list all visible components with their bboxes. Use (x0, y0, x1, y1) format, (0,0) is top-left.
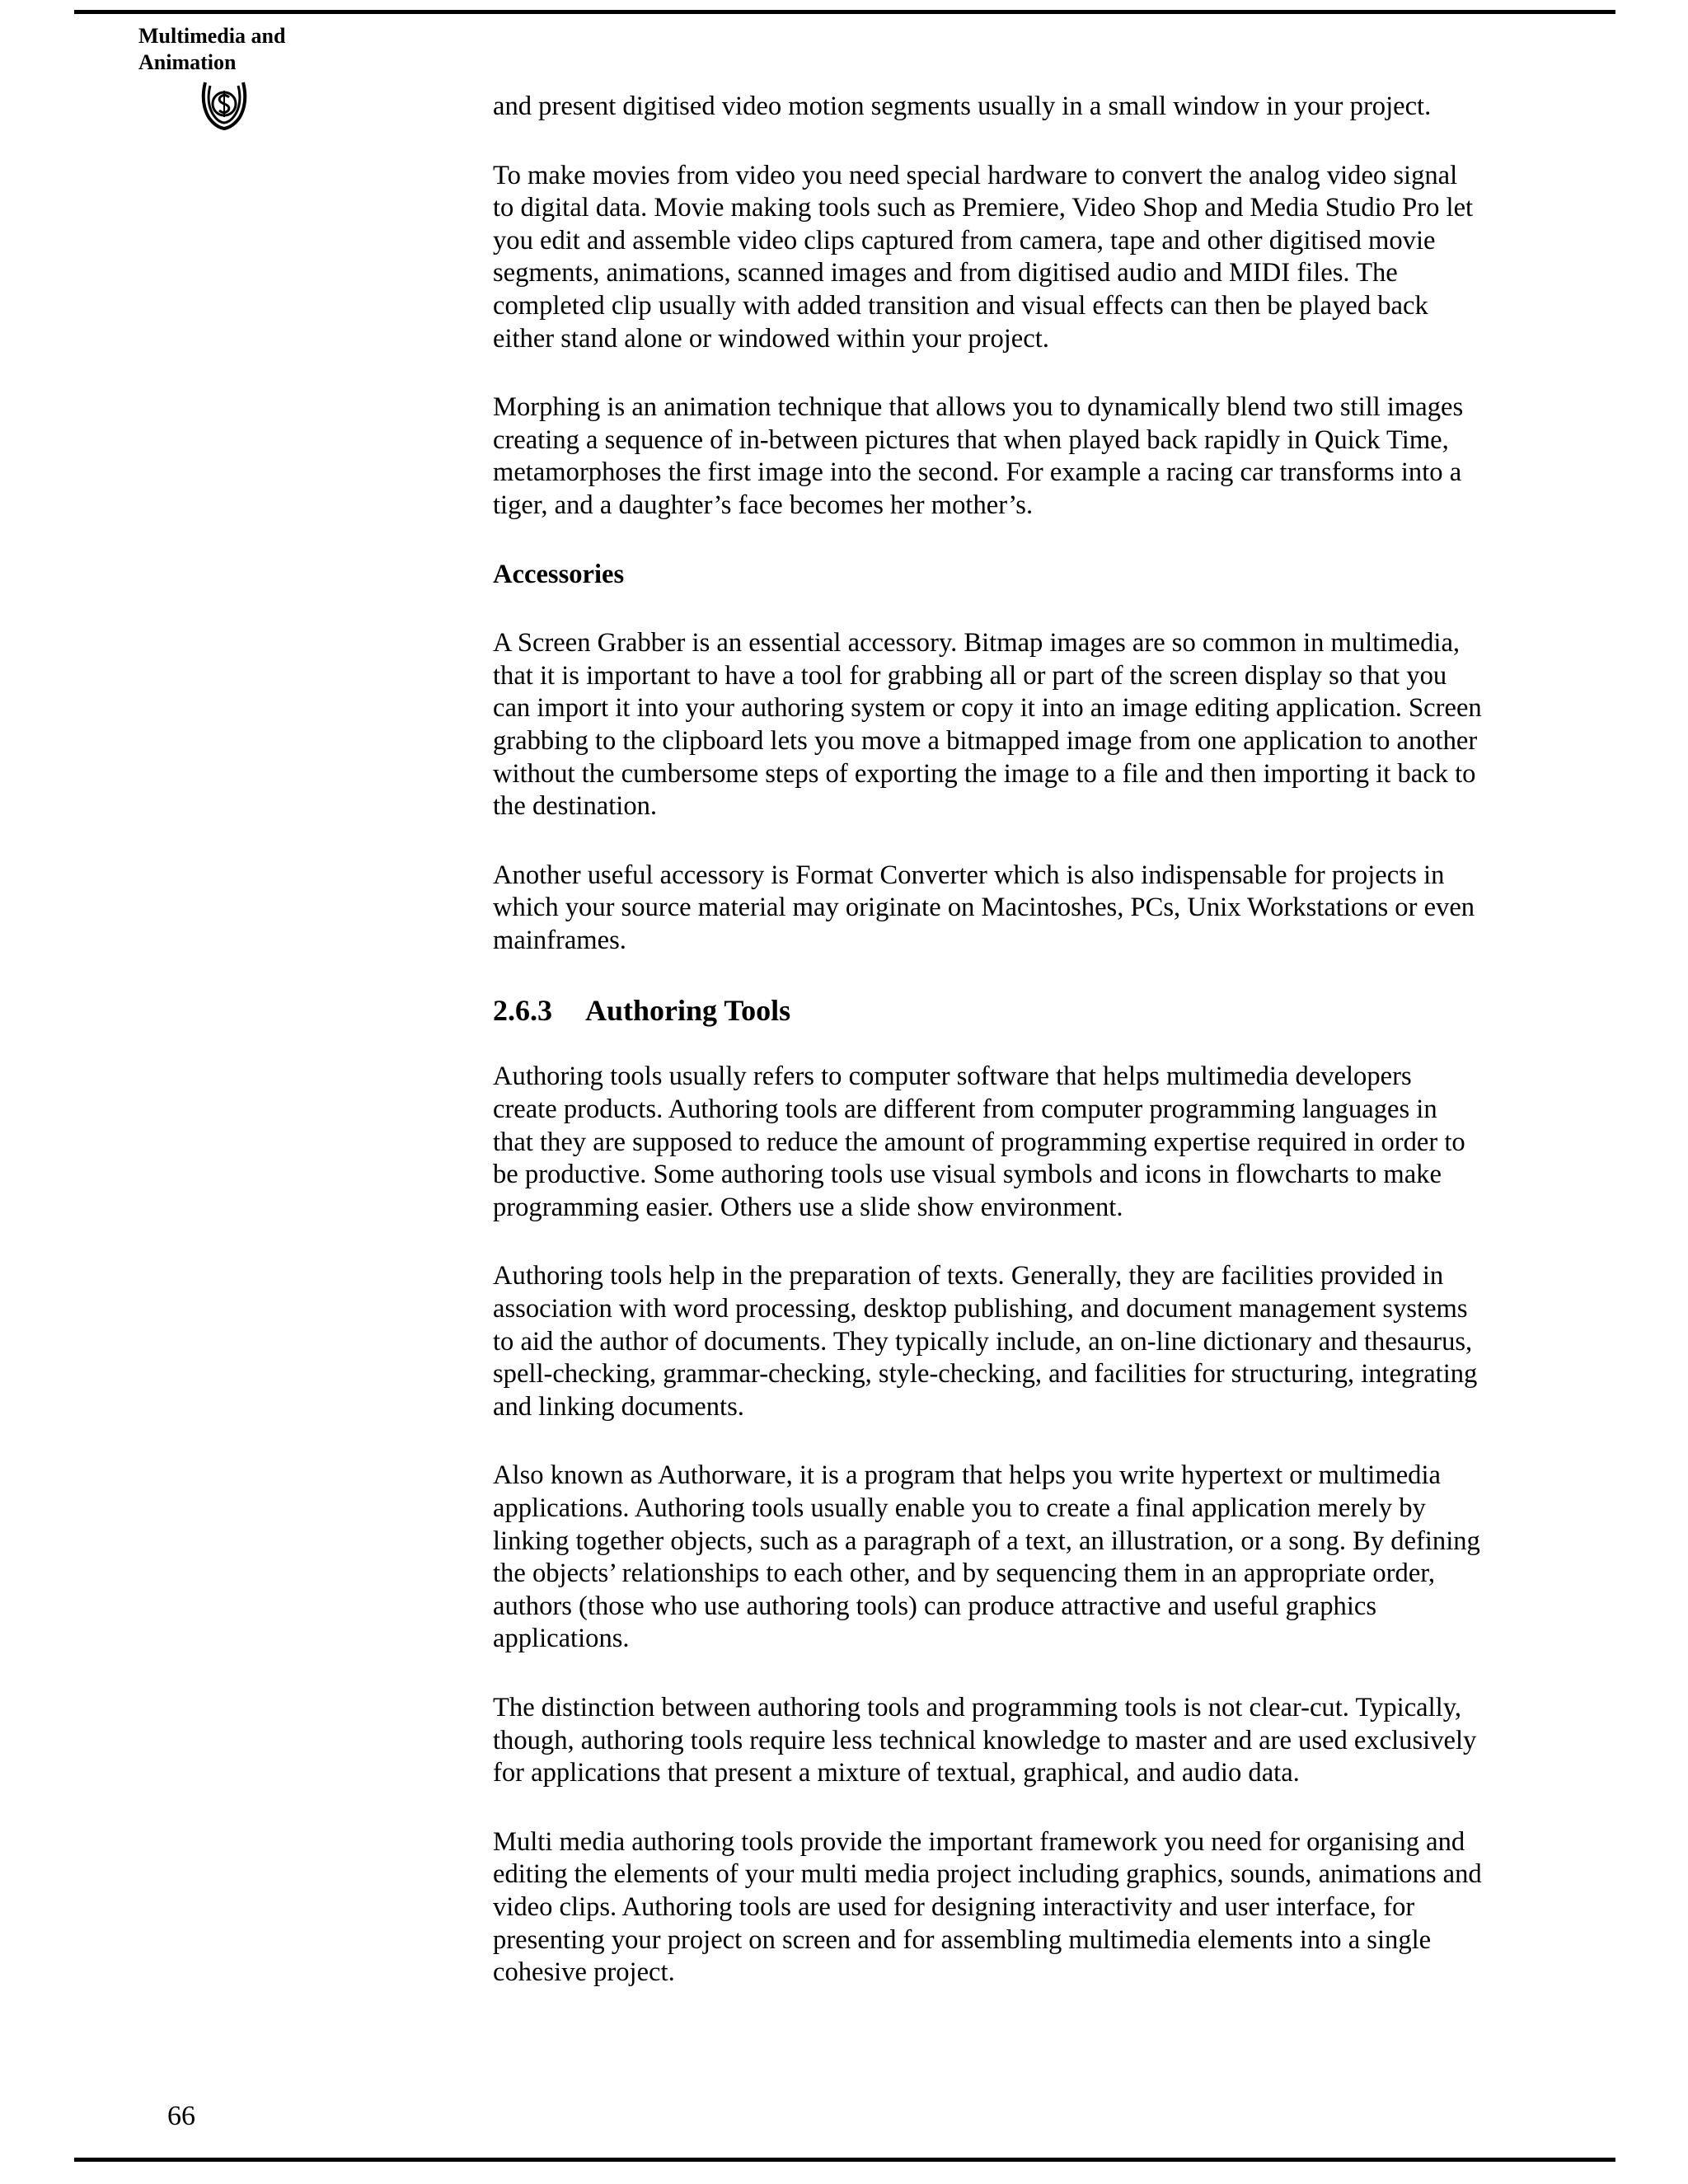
running-head-line-2: Animation (138, 50, 237, 74)
accessories-heading: Accessories (493, 559, 625, 589)
section-title: Authoring Tools (585, 994, 791, 1028)
paragraph-distinction: The distinction between authoring tools and programming tools is not clear-cut. Typically, though, authoring tools require less technical knowledge to master and are used exclusively for applications that present a mixture of textual, graphical, and audio data. (493, 1692, 1477, 1788)
paragraph-text-preparation: Authoring tools help in the preparation of texts. Generally, they are facilities provided in association with word processing, desktop publishing, and document management systems to aid the author of documents. They typically include, an on-line dictionary and thesaurus, spell-checking, grammar-checking, style-checking, and facilities for structuring, integrating and linking documents. (493, 1261, 1478, 1422)
section-heading (493, 993, 1482, 1028)
paragraph-authoring-definition: Authoring tools usually refers to computer software that helps multimedia developers create products. Authoring tools are different from computer programming languages in that they are supposed to reduce the amount of programming expertise required in order to be productive. Some authoring tools use visual symbols and icons in flowcharts to make programming easier. Others use a slide show environment. (493, 1062, 1465, 1222)
paragraph-morphing: Morphing is an animation technique that allows you to dynamically blend two still images creating a sequence of in-between pictures that when played back rapidly in Quick Time, metamorphoses the first image into the second. For example a racing car transforms into a tiger, and a daughter’s face becomes her mother’s. (493, 392, 1464, 520)
paragraph-screen-grabber: A Screen Grabber is an essential accessory. Bitmap images are so common in multimedia, that it is important to have a tool for grabbing all or part of the screen display so that you can import it into your authoring system or copy it into an image editing application. Screen grabbing to the clipboard lets you move a bitmapped image from one application to another without the cumbersome steps of exporting the image to a file and then importing it back to the destination. (493, 628, 1482, 822)
bottom-rule (74, 2158, 1615, 2162)
section-number: 2.6.3 (493, 994, 552, 1028)
paragraph-format-converter: Another useful accessory is Format Converter which is also indispensable for projects in which your source material may originate on Macintoshes, PCs, Unix Workstations or even mainframes. (493, 860, 1475, 955)
top-rule (74, 10, 1615, 14)
paragraph-movie-making: To make movies from video you need special hardware to convert the analog video signal to digital data. Movie making tools such as Premiere, Video Shop and Media Studio Pro let you edit and assemble video clips captured from camera, tape and other digitised movie segments, animations, scanned images and from digitised audio and MIDI files. The completed clip usually with added transition and visual effects can then be played back either stand alone or windowed within your project. (493, 160, 1474, 354)
paragraph-video-segments: and present digitised video motion segments usually in a small window in your project. (493, 91, 1432, 121)
page-number: 66 (167, 2101, 195, 2131)
main-content (493, 91, 1482, 2026)
paragraph-framework: Multi media authoring tools provide the important framework you need for organising and editing the elements of your multi media project including graphics, sounds, animations and video clips. Authoring tools are used for designing interactivity and user interface, for presenting your project on screen and for assembling multimedia elements into a single cohesive project. (493, 1826, 1482, 1988)
running-head-line-1: Multimedia and (138, 24, 286, 48)
running-head (138, 23, 285, 76)
paragraph-authorware: Also known as Authorware, it is a program that helps you write hypertext or multimedia applications. Authoring tools usually enable you to create a final application merely by linking together objects, such as a paragraph of a text, an illustration, or a song. By defining the objects’ relationships to each other, and by sequencing them in an appropriate order, authors (those who use authoring tools) can produce attractive and useful graphics applications. (493, 1460, 1480, 1654)
university-emblem-icon (199, 74, 250, 130)
